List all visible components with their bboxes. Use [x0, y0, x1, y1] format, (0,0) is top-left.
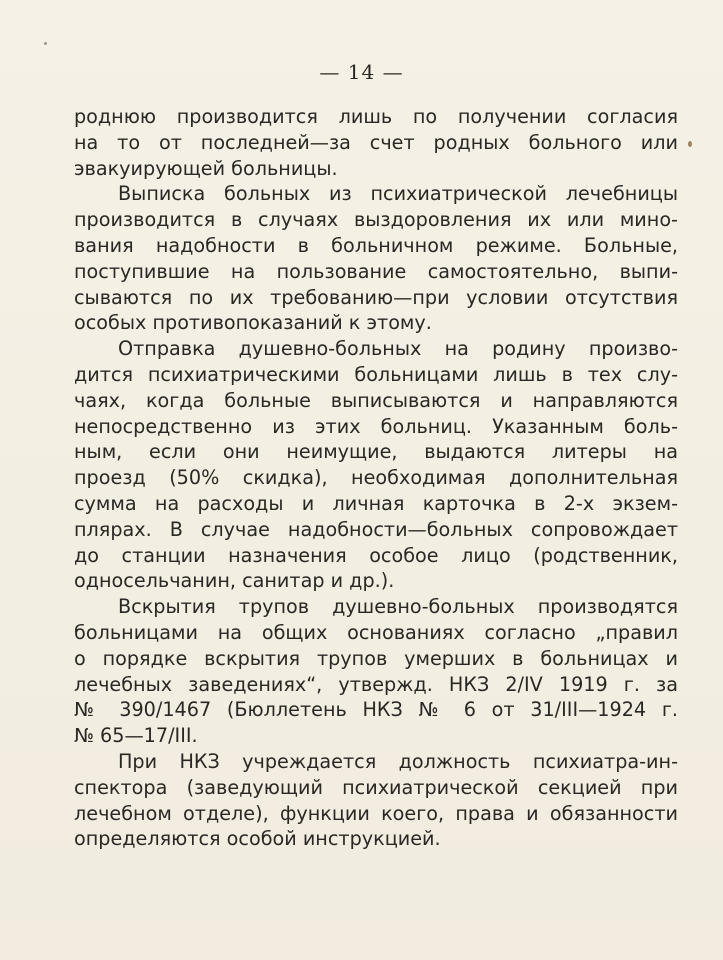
text-line: лечебном отделе), функции коего, права и обязанности	[74, 801, 678, 825]
text-line: плярах. В случае надобности—больных сопровождает	[74, 517, 678, 541]
text-line: до станции назначения особое лицо (родственник,	[74, 543, 678, 567]
text-line: сываются по их требованию—при условии отсутствия	[74, 285, 678, 309]
text-line: о порядке вскрытия трупов умерших в больницах и	[74, 646, 678, 670]
text-line: поступившие на пользование самостоятельно, выпи-	[74, 259, 678, 283]
text-line: вания надобности в больничном режиме. Больные,	[74, 233, 678, 257]
text-line: больницами на общих основаниях согласно „правил	[74, 620, 678, 644]
text-line: особых противопоказаний к этому.	[74, 311, 432, 335]
paper-speck	[44, 42, 47, 45]
text-line: сумма на расходы и личная карточка в 2-х экзем-	[74, 491, 678, 515]
paragraph-4	[74, 594, 678, 749]
text-line: чаях, когда больные выписываются и направляются	[74, 388, 678, 412]
text-line: определяются особой инструкцией.	[74, 827, 441, 851]
text-line: № 65—17/III.	[74, 724, 198, 748]
paragraph-1	[74, 104, 678, 181]
paper-speck	[688, 141, 692, 147]
paragraph-2	[74, 181, 678, 336]
text-line: непосредственно из этих больниц. Указанным боль-	[74, 414, 678, 438]
text-line: дится психиатрическими больницами лишь в тех слу-	[74, 362, 678, 386]
text-line: № 390/1467 (Бюллетень НКЗ № 6 от 31/III—1924 г.	[74, 698, 678, 722]
text-line: односельчанин, санитар и др.).	[74, 569, 395, 593]
text-line: При НКЗ учреждается должность психиатра-ин-	[118, 749, 678, 773]
body-text	[74, 104, 678, 852]
text-line: лечебных заведениях“, утвержд. НКЗ 2/IV 1919 г. за	[74, 672, 678, 696]
text-line: ным, если они неимущие, выдаются литеры на	[74, 440, 678, 464]
paragraph-5	[74, 749, 678, 852]
text-line: на то от последней—за счет родных больного или	[74, 130, 678, 154]
text-line: производится в случаях выздоровления их или мино-	[74, 208, 678, 232]
text-line: Выписка больных из психиатрической лечебницы	[118, 182, 678, 206]
text-line: Отправка душевно-больных на родину произво-	[118, 337, 678, 361]
text-line: Вскрытия трупов душевно-больных производятся	[118, 595, 678, 619]
page-number: — 14 —	[319, 60, 404, 84]
text-line: эвакуирующей больницы.	[74, 156, 338, 180]
text-line: роднюю производится лишь по получении согласия	[74, 105, 678, 128]
text-line: спектора (заведующий психиатрической секцией при	[74, 775, 678, 799]
paragraph-3	[74, 336, 678, 594]
text-line: проезд (50% скидка), необходимая дополнительная	[74, 466, 678, 490]
